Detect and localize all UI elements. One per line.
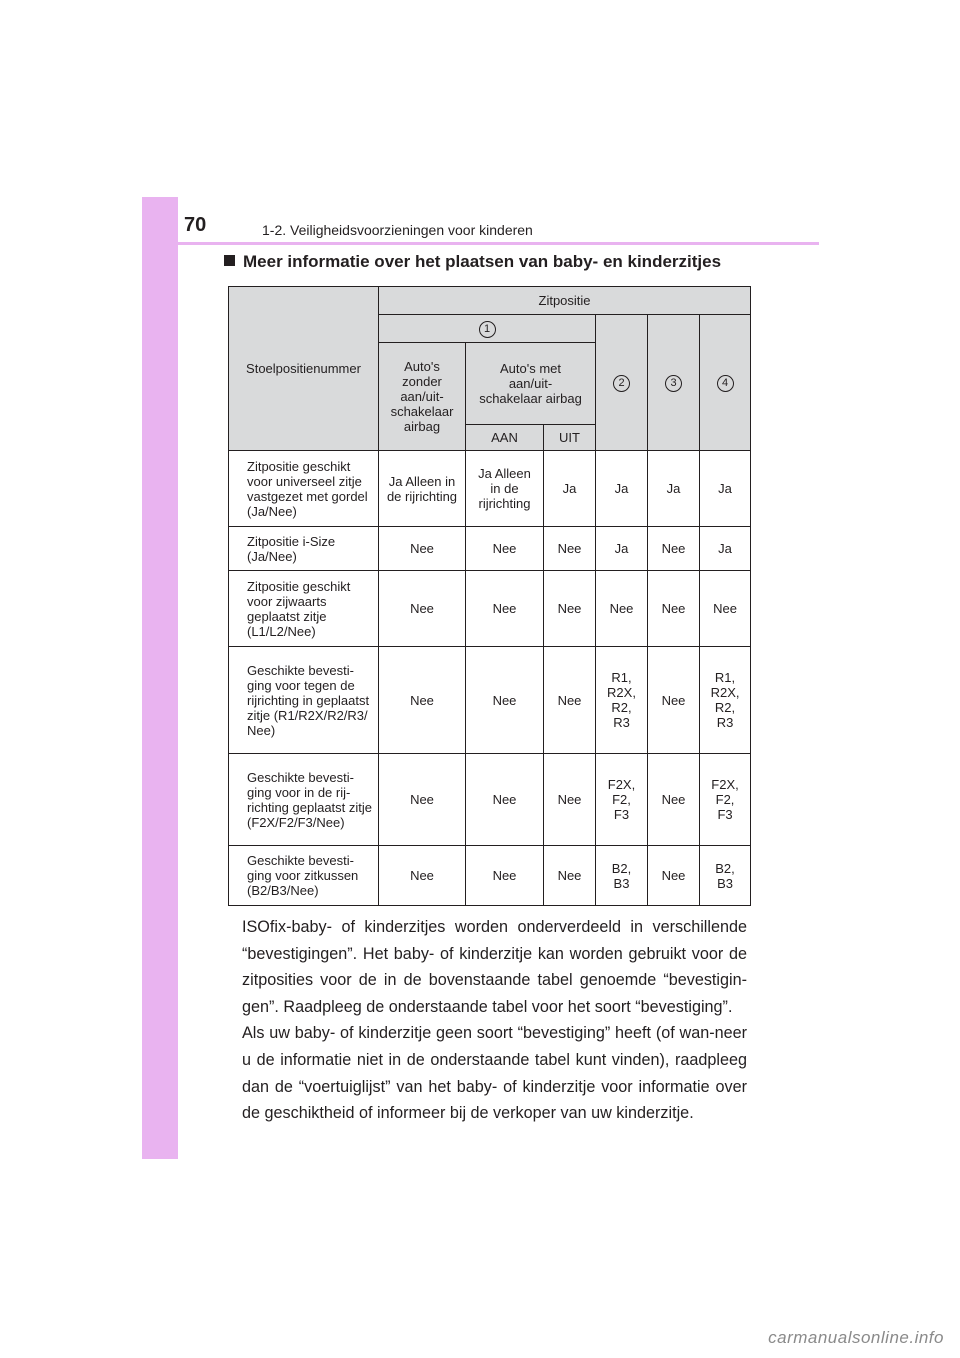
row-label: Zitpositie geschikt voor zijwaarts geplaatst zitje (L1/L2/Nee) xyxy=(229,571,379,647)
section-title: 1-2. Veiligheidsvoorzieningen voor kinderen xyxy=(262,222,533,238)
position-2-header xyxy=(596,315,648,451)
position-number-1: 1 xyxy=(479,321,496,338)
table-cell: Nee xyxy=(379,846,466,906)
body-text xyxy=(242,914,747,1127)
table-cell: F2X, F2, F3 xyxy=(700,754,751,846)
table-cell: Ja xyxy=(648,451,700,527)
table-cell: Nee xyxy=(596,571,648,647)
table-cell: Nee xyxy=(648,647,700,754)
table-cell: Ja xyxy=(700,451,751,527)
table-cell: B2, B3 xyxy=(596,846,648,906)
table-cell: Nee xyxy=(379,647,466,754)
table-cell: Nee xyxy=(648,571,700,647)
airbag-aan-header: AAN xyxy=(466,425,544,451)
subsection-heading xyxy=(224,252,721,272)
table-cell: Ja Alleen in de rijrichting xyxy=(466,451,544,527)
table-cell: Nee xyxy=(379,754,466,846)
paragraph: ISOfix-baby- of kinderzitjes worden onderverdeeld in verschillende “bevestigingen”. Het baby- of kinderzitje kan worden gebruikt voor de zitposities voor de in de bovenstaande tabel genoemde “bevestigin-gen”. Raadpleeg de onderstaande tabel voor het soort “bevestiging”. xyxy=(242,918,747,1016)
no-airbag-switch-header: Auto's zonder aan/uit-schakelaar airbag xyxy=(379,343,466,451)
position-number-3: 3 xyxy=(665,375,682,392)
square-bullet-icon xyxy=(224,255,235,266)
table-cell: Nee xyxy=(466,527,544,571)
seat-position-table xyxy=(228,286,751,906)
position-3-header xyxy=(648,315,700,451)
chapter-sidebar xyxy=(142,197,178,1159)
table-cell: R1, R2X, R2, R3 xyxy=(700,647,751,754)
table-cell: Nee xyxy=(544,527,596,571)
table-cell: Nee xyxy=(466,647,544,754)
table-cell: Nee xyxy=(648,846,700,906)
table-cell: Ja xyxy=(596,527,648,571)
table-cell: Nee xyxy=(700,571,751,647)
table-cell: B2, B3 xyxy=(700,846,751,906)
table-cell: Nee xyxy=(544,754,596,846)
seat-position-header: Stoelpositienummer xyxy=(229,287,379,451)
row-label: Zitpositie geschikt voor universeel zitje vastgezet met gordel (Ja/Nee) xyxy=(229,451,379,527)
page-number: 70 xyxy=(184,214,207,236)
paragraph: Als uw baby- of kinderzitje geen soort “bevestiging” heeft (of wan-neer u de informatie niet in de onderstaande tabel kunt vinden), raadpleeg dan de “voertuiglijst” van het baby- of kinderzitje voor informatie over de geschiktheid of informeer bij de verkoper van uw kinderzitje. xyxy=(242,1024,747,1123)
row-label: Geschikte bevesti-ging voor in de rij-richting geplaatst zitje (F2X/F2/F3/Nee) xyxy=(229,754,379,846)
position-4-header xyxy=(700,315,751,451)
table-cell: Ja xyxy=(700,527,751,571)
table-cell: Nee xyxy=(379,527,466,571)
row-label: Zitpositie i-Size (Ja/Nee) xyxy=(229,527,379,571)
table-cell: Nee xyxy=(648,527,700,571)
table-cell: Nee xyxy=(648,754,700,846)
position-1-header xyxy=(379,315,596,343)
airbag-uit-header: UIT xyxy=(544,425,596,451)
position-number-2: 2 xyxy=(613,375,630,392)
table-cell: Ja xyxy=(544,451,596,527)
position-number-4: 4 xyxy=(717,375,734,392)
with-airbag-switch-header: Auto's met aan/uit-schakelaar airbag xyxy=(466,343,596,425)
table-cell: Nee xyxy=(466,754,544,846)
table-cell: R1, R2X, R2, R3 xyxy=(596,647,648,754)
zitpositie-header: Zitpositie xyxy=(379,287,751,315)
table-cell: Ja xyxy=(596,451,648,527)
table-cell: Nee xyxy=(544,846,596,906)
subsection-heading-text: Meer informatie over het plaatsen van baby- en kinderzitjes xyxy=(243,252,722,271)
table-cell: Nee xyxy=(466,846,544,906)
row-label: Geschikte bevesti-ging voor tegen de rijrichting in geplaatst zitje (R1/R2X/R2/R3/ Nee) xyxy=(229,647,379,754)
table-cell: Nee xyxy=(544,571,596,647)
watermark: carmanualsonline.info xyxy=(768,1328,944,1347)
table-cell: Nee xyxy=(466,571,544,647)
table-cell: F2X, F2, F3 xyxy=(596,754,648,846)
table-cell: Nee xyxy=(379,571,466,647)
header-divider xyxy=(142,242,819,245)
table-cell: Ja Alleen in de rijrichting xyxy=(379,451,466,527)
row-label: Geschikte bevesti-ging voor zitkussen (B2/B3/Nee) xyxy=(229,846,379,906)
table-cell: Nee xyxy=(544,647,596,754)
